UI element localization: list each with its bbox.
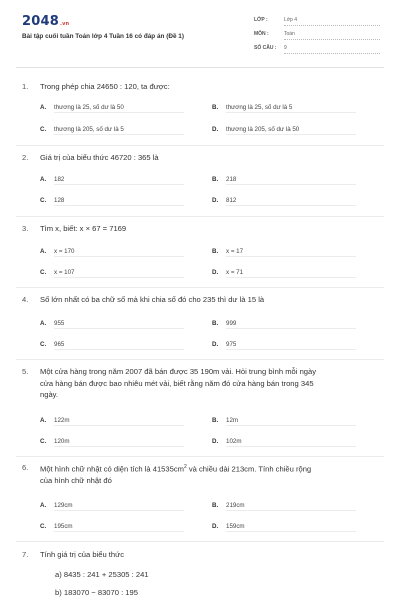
question-text bbox=[40, 366, 378, 401]
option-letter: A. bbox=[40, 104, 47, 111]
logo-text: 2048 bbox=[22, 14, 59, 29]
option-a[interactable] bbox=[40, 415, 69, 427]
option-text: 159cm bbox=[226, 523, 245, 530]
option-text: 128 bbox=[54, 197, 65, 204]
option-text: thương là 25, số dư là 5 bbox=[226, 104, 293, 111]
option-text: 218 bbox=[226, 176, 237, 183]
meta-subject bbox=[254, 28, 380, 40]
option-underline bbox=[226, 425, 356, 426]
option-b[interactable] bbox=[212, 500, 245, 512]
option-underline bbox=[226, 256, 356, 257]
option-letter: B. bbox=[212, 176, 219, 183]
question-number: 5. bbox=[22, 367, 29, 376]
meta-value: Lớp 4 bbox=[284, 17, 298, 23]
option-b[interactable] bbox=[212, 174, 236, 186]
option-underline bbox=[54, 510, 184, 511]
question-divider bbox=[16, 287, 384, 288]
option-c[interactable] bbox=[40, 339, 64, 351]
option-underline bbox=[54, 328, 184, 329]
option-text: 219cm bbox=[226, 502, 245, 509]
option-underline bbox=[226, 531, 356, 532]
option-underline bbox=[54, 134, 184, 135]
option-underline bbox=[226, 349, 356, 350]
option-letter: A. bbox=[40, 502, 47, 509]
question-divider bbox=[16, 456, 384, 457]
option-c[interactable] bbox=[40, 124, 124, 136]
question-number: 2. bbox=[22, 153, 29, 162]
page-header bbox=[0, 0, 400, 62]
option-c[interactable] bbox=[40, 195, 64, 207]
option-text: x = 170 bbox=[54, 248, 75, 255]
option-letter: B. bbox=[212, 248, 219, 255]
option-underline bbox=[54, 425, 184, 426]
superscript: 2 bbox=[183, 464, 187, 470]
option-text: thương là 205, số dư là 5 bbox=[54, 126, 124, 133]
option-underline bbox=[226, 112, 356, 113]
option-d[interactable] bbox=[212, 195, 236, 207]
option-text: 129cm bbox=[54, 502, 73, 509]
option-text: 120m bbox=[54, 438, 70, 445]
option-letter: C. bbox=[40, 197, 47, 204]
question-divider bbox=[16, 145, 384, 146]
question-text bbox=[40, 462, 378, 487]
option-d[interactable] bbox=[212, 436, 241, 448]
question-text-line: ngày. bbox=[40, 390, 59, 399]
meta-value: 9 bbox=[284, 45, 287, 51]
option-underline bbox=[54, 184, 184, 185]
option-text: 12m bbox=[226, 417, 239, 424]
option-d[interactable] bbox=[212, 267, 243, 279]
option-b[interactable] bbox=[212, 102, 292, 114]
logo-domain: .vn bbox=[59, 21, 70, 27]
option-underline bbox=[226, 446, 356, 447]
option-b[interactable] bbox=[212, 246, 243, 258]
option-letter: D. bbox=[212, 126, 219, 133]
option-letter: D. bbox=[212, 269, 219, 276]
meta-label: LỚP : bbox=[254, 17, 268, 23]
expression-b: b) 183070 − 83070 : 195 bbox=[55, 588, 138, 597]
document-title: Bài tập cuối tuần Toán lớp 4 Tuần 16 có đáp án (Đề 1) bbox=[22, 33, 184, 40]
option-underline bbox=[54, 349, 184, 350]
question-text: Trong phép chia 24650 : 120, ta được: bbox=[40, 82, 170, 91]
option-underline bbox=[54, 277, 184, 278]
meta-label: SỐ CÂU : bbox=[254, 45, 277, 51]
option-text: 182 bbox=[54, 176, 65, 183]
site-logo[interactable] bbox=[22, 14, 69, 29]
option-underline bbox=[226, 205, 356, 206]
option-letter: D. bbox=[212, 438, 219, 445]
option-letter: B. bbox=[212, 104, 219, 111]
option-c[interactable] bbox=[40, 267, 74, 279]
option-text: 122m bbox=[54, 417, 70, 424]
option-a[interactable] bbox=[40, 500, 73, 512]
meta-value: Toán bbox=[284, 31, 295, 37]
question-text-part: và chiều dài 213cm. Tính chiều rộng bbox=[186, 464, 312, 474]
question-number: 7. bbox=[22, 550, 29, 559]
option-text: x = 17 bbox=[226, 248, 244, 255]
option-letter: C. bbox=[40, 269, 47, 276]
option-letter: C. bbox=[40, 341, 47, 348]
option-text: x = 107 bbox=[54, 269, 75, 276]
option-underline bbox=[226, 134, 356, 135]
option-underline bbox=[54, 256, 184, 257]
option-a[interactable] bbox=[40, 174, 64, 186]
question-text-line: cửa hàng bán được bao nhiêu mét vải, biết rằng năm đó cửa hàng bán trong 345 bbox=[40, 378, 314, 388]
meta-label: MÔN : bbox=[254, 31, 269, 37]
meta-class bbox=[254, 14, 380, 26]
meta-underline bbox=[284, 53, 380, 54]
option-underline bbox=[54, 446, 184, 447]
option-b[interactable] bbox=[212, 415, 238, 427]
question-text-line: Một cửa hàng trong năm 2007 đã bán được 35 190m vải. Hỏi trung bình mỗi ngày bbox=[40, 367, 317, 376]
option-a[interactable] bbox=[40, 102, 124, 114]
option-text: 812 bbox=[226, 197, 237, 204]
option-letter: A. bbox=[40, 417, 47, 424]
option-c[interactable] bbox=[40, 436, 69, 448]
option-underline bbox=[54, 531, 184, 532]
question-text: Tìm x, biết: x × 67 = 7169 bbox=[40, 224, 127, 233]
question-number: 1. bbox=[22, 82, 29, 91]
option-underline bbox=[226, 277, 356, 278]
option-underline bbox=[54, 205, 184, 206]
option-d[interactable] bbox=[212, 124, 299, 136]
option-text: x = 71 bbox=[226, 269, 244, 276]
option-letter: C. bbox=[40, 438, 47, 445]
option-text: 975 bbox=[226, 341, 237, 348]
option-letter: C. bbox=[40, 523, 47, 530]
meta-underline bbox=[284, 25, 380, 26]
option-letter: B. bbox=[212, 320, 219, 327]
question-divider bbox=[16, 541, 384, 542]
option-b[interactable] bbox=[212, 318, 236, 330]
option-text: 102m bbox=[226, 438, 242, 445]
question-text: Giá trị của biểu thức 46720 : 365 là bbox=[40, 153, 159, 162]
option-underline bbox=[226, 328, 356, 329]
option-text: 195cm bbox=[54, 523, 73, 530]
option-underline bbox=[226, 184, 356, 185]
option-d[interactable] bbox=[212, 339, 236, 351]
question-text-part: Một hình chữ nhật có diện tích là 41535cm bbox=[40, 464, 184, 474]
option-letter: B. bbox=[212, 417, 219, 424]
option-a[interactable] bbox=[40, 318, 64, 330]
option-text: thương là 205, số dư là 50 bbox=[226, 126, 300, 133]
question-divider bbox=[16, 359, 384, 360]
option-letter: B. bbox=[212, 502, 219, 509]
question-divider bbox=[16, 216, 384, 217]
question-number: 6. bbox=[22, 463, 29, 472]
option-text: 965 bbox=[54, 341, 65, 348]
question-text-line: của hình chữ nhật đó bbox=[40, 476, 112, 486]
meta-question-count bbox=[254, 42, 380, 54]
option-text: thương là 25, số dư là 50 bbox=[54, 104, 124, 111]
question-text: Số lớn nhất có ba chữ số mà khi chia số đó cho 235 thì dư là 15 là bbox=[40, 295, 265, 304]
expression-a: a) 8435 : 241 + 25305 : 241 bbox=[55, 570, 149, 579]
question-number: 3. bbox=[22, 224, 29, 233]
option-letter: D. bbox=[212, 341, 219, 348]
option-text: 955 bbox=[54, 320, 65, 327]
option-letter: A. bbox=[40, 320, 47, 327]
option-c[interactable] bbox=[40, 521, 73, 533]
option-letter: D. bbox=[212, 523, 219, 530]
question-text: Tính giá trị của biểu thức bbox=[40, 550, 125, 559]
option-text: 999 bbox=[226, 320, 237, 327]
option-underline bbox=[226, 510, 356, 511]
option-letter: C. bbox=[40, 126, 47, 133]
option-letter: A. bbox=[40, 248, 47, 255]
header-divider bbox=[16, 67, 384, 68]
option-underline bbox=[54, 112, 184, 113]
option-letter: A. bbox=[40, 176, 47, 183]
question-number: 4. bbox=[22, 295, 29, 304]
option-letter: D. bbox=[212, 197, 219, 204]
meta-underline bbox=[284, 39, 380, 40]
option-a[interactable] bbox=[40, 246, 74, 258]
option-d[interactable] bbox=[212, 521, 245, 533]
